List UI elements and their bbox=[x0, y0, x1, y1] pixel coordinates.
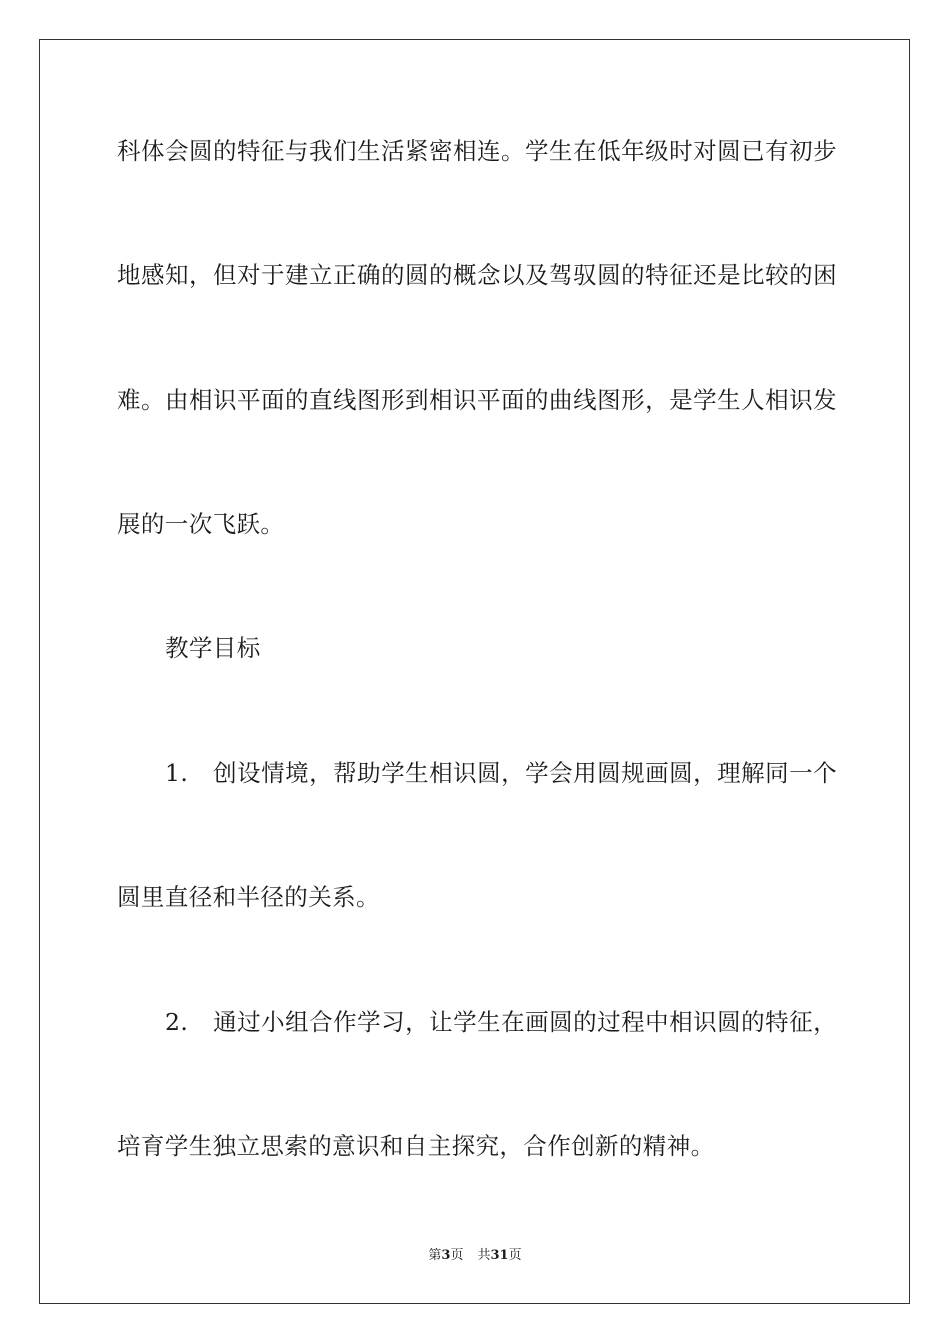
list-item-2-text: 通过小组合作学习，让学生在画圆的过程中相识圆的特征， bbox=[213, 1008, 837, 1036]
paragraph-line-2: 地感知，但对于建立正确的圆的概念以及驾驭圆的特征还是比较的困 bbox=[117, 261, 837, 289]
list-item-2-line-1 bbox=[165, 1007, 837, 1037]
list-item-1-line-1 bbox=[165, 758, 837, 788]
paragraph-line-4: 展的一次飞跃。 bbox=[117, 510, 285, 538]
page-suffix: 页 bbox=[450, 1248, 464, 1263]
list-item-2-line-2: 培育学生独立思索的意识和自主探究，合作创新的精神。 bbox=[117, 1132, 715, 1160]
paragraph-line-3: 难。由相识平面的直线图形到相识平面的曲线图形，是学生人相识发 bbox=[117, 386, 837, 414]
page-border bbox=[39, 39, 910, 1304]
page-footer bbox=[0, 1247, 950, 1265]
list-item-1-text: 创设情境，帮助学生相识圆，学会用圆规画圆，理解同一个 bbox=[213, 759, 837, 787]
total-suffix: 页 bbox=[508, 1248, 522, 1263]
section-heading: 教学目标 bbox=[165, 634, 261, 662]
list-item-2-number: 2. bbox=[165, 1008, 189, 1036]
list-item-1-number: 1. bbox=[165, 759, 189, 787]
page-prefix: 第 bbox=[428, 1248, 442, 1263]
total-prefix: 共 bbox=[477, 1248, 491, 1263]
total-pages: 31 bbox=[490, 1248, 509, 1263]
page-number: 3 bbox=[441, 1248, 451, 1263]
paragraph-line-1: 科体会圆的特征与我们生活紧密相连。学生在低年级时对圆已有初步 bbox=[117, 137, 837, 165]
list-item-1-line-2: 圆里直径和半径的关系。 bbox=[117, 883, 380, 911]
